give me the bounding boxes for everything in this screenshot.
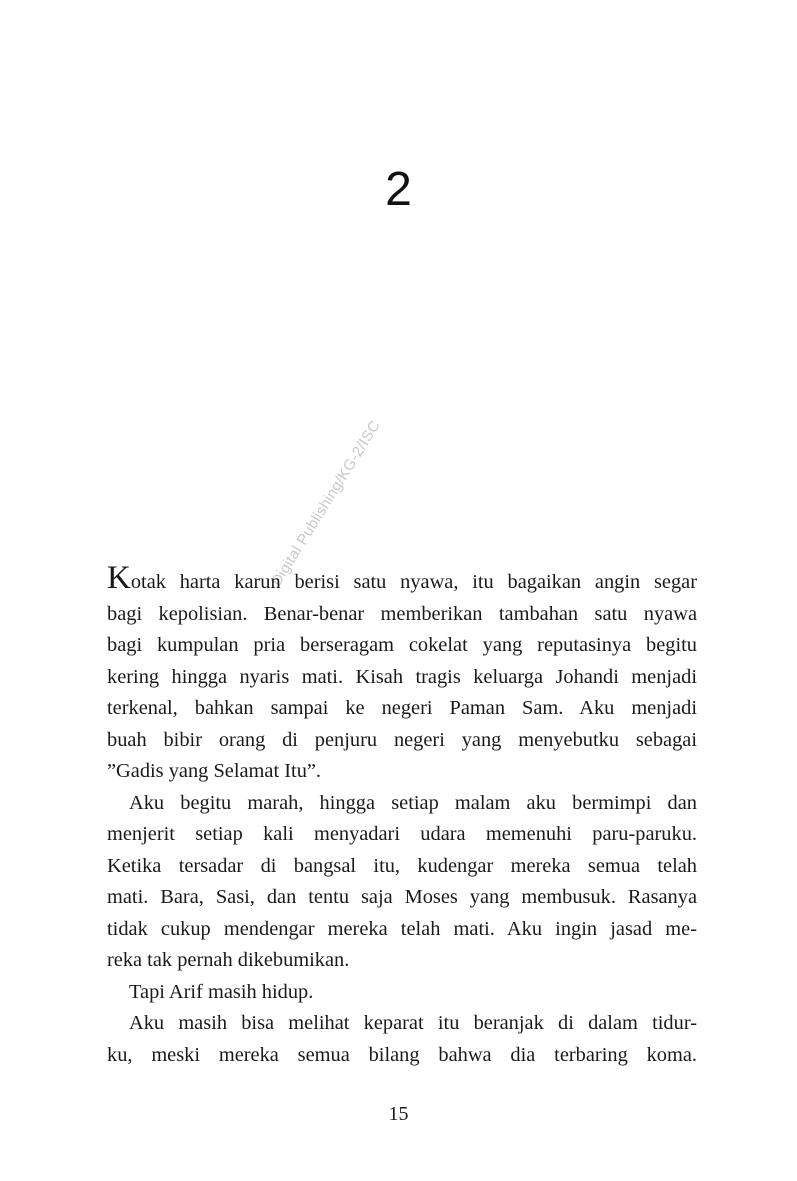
text-line: terkenal, bahkan sampai ke negeri Paman Sam. Aku menjadi	[107, 697, 697, 719]
watermark: Digital Publishing/KG-2/ISC	[268, 417, 384, 590]
text-line: ”Gadis yang Selamat Itu”.	[107, 760, 322, 782]
text-line: ku, meski mereka semua bilang bahwa dia terbaring koma.	[107, 1043, 697, 1066]
paragraph-1	[107, 560, 697, 788]
text-line: Aku begitu marah, hingga setiap malam aku bermimpi dan	[129, 791, 697, 814]
paragraph-3	[107, 977, 697, 1009]
paragraph-2	[107, 788, 697, 977]
text-line: bagi kumpulan pria berseragam cokelat yang reputasinya begitu	[107, 634, 697, 656]
text-span: otak harta karun berisi satu nyawa, itu bagaikan angin segar	[130, 571, 697, 593]
body-text	[107, 560, 697, 1071]
text-line: reka tak pernah dikebumikan.	[107, 949, 350, 971]
text-line: Aku masih bisa melihat keparat itu beranjak di dalam tidur-	[129, 1012, 697, 1034]
text-line: menjerit setiap kali menyadari udara memenuhi paru-paruku.	[107, 823, 697, 845]
page-number: 15	[388, 1103, 409, 1125]
text-line: mati. Bara, Sasi, dan tentu saja Moses yang membusuk. Rasanya	[107, 886, 697, 908]
drop-cap: K	[107, 560, 131, 596]
text-line: kering hingga nyaris mati. Kisah tragis keluarga Johandi menjadi	[107, 665, 697, 688]
paragraph-4	[107, 1008, 697, 1071]
chapter-number: 2	[385, 163, 412, 216]
text-line: Ketika tersadar di bangsal itu, kudengar mereka semua telah	[107, 854, 697, 877]
text-line: Tapi Arif masih hidup.	[129, 980, 314, 1003]
text-line: buah bibir orang di penjuru negeri yang menyebutku sebagai	[107, 728, 697, 751]
text-line: bagi kepolisian. Benar-benar memberikan tambahan satu nyawa	[107, 602, 697, 625]
text-line	[107, 560, 697, 599]
text-line: tidak cukup mendengar mereka telah mati. Aku ingin jasad me-	[107, 917, 697, 940]
